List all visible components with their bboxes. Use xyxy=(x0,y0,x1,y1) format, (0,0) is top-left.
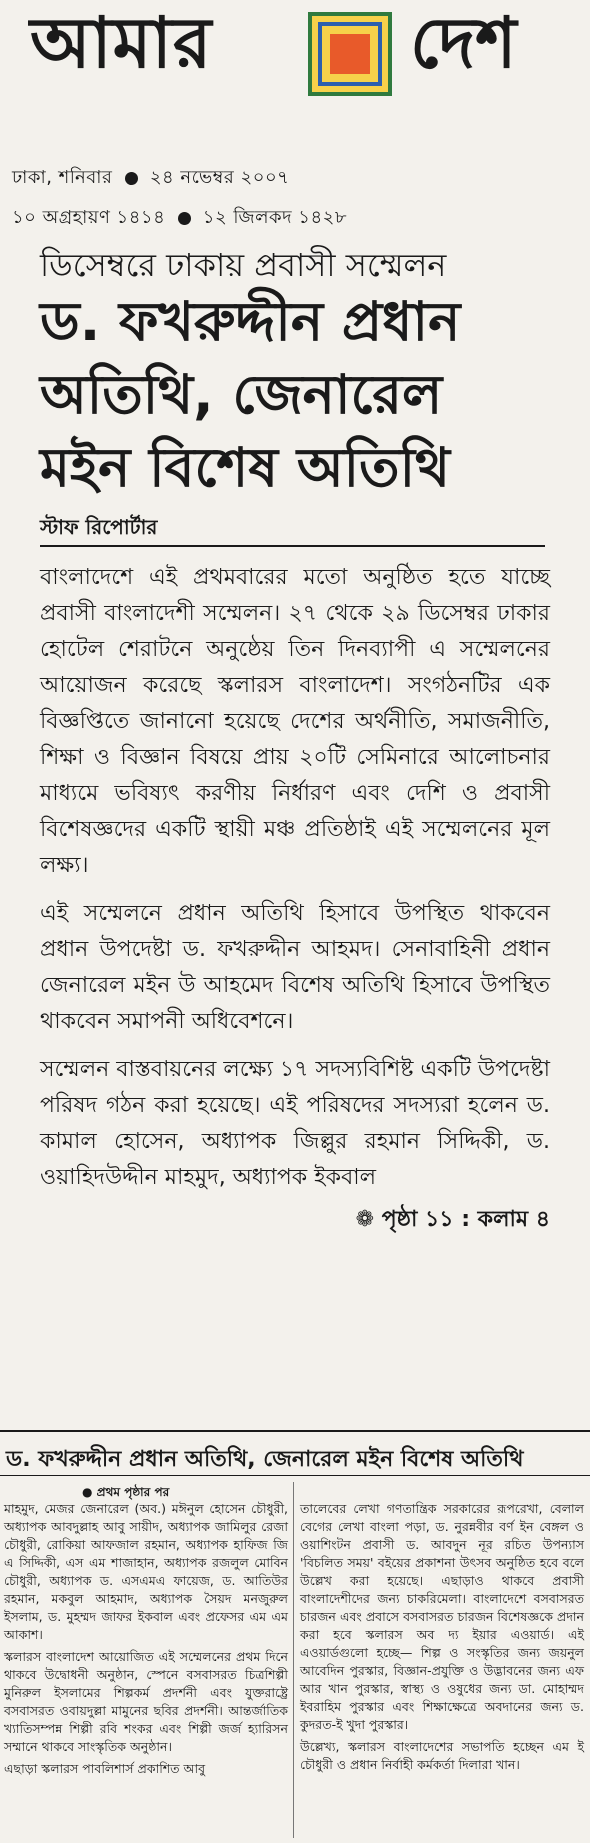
masthead-logo-icon xyxy=(308,12,392,96)
continuation-column-right xyxy=(300,1500,584,1778)
divider xyxy=(0,1430,590,1432)
city-day: ঢাকা, শনিবার xyxy=(12,167,113,188)
column-paragraph: স্কলারস বাংলাদেশ আয়োজিত এই সম্মেলনের প্রথম দিনে থাকবে উদ্বোধনী অনুষ্ঠান, স্পেনে বসবাসরত চিত্রশিল্পী মুনিরুল ইসলামের শিল্পকর্ম প্রদর্শনী এবং যুক্তরাষ্ট্রে বসবাসরত ওবায়দুল্লা মামুনের ছবির প্রদর্শনী। আন্তর্জাতিক খ্যাতিসম্পন্ন শিল্পী রবি শংকর এবং শিল্পী জর্জ হ্যারিসন সম্মানে থাকবে সাংস্কৃতিক অনুষ্ঠান। xyxy=(4,1649,288,1754)
headline-line: ড. ফখরুদ্দীন প্রধান xyxy=(40,290,461,353)
bullet-dot-icon xyxy=(125,172,138,185)
continuation-kicker: ● প্রথম পৃষ্ঠার পর xyxy=(82,1485,170,1499)
body-paragraph: এই সম্মেলনে প্রধান অতিথি হিসাবে উপস্থিত থাকবেন প্রধান উপদেষ্টা ড. ফখরুদ্দীন আহমদ। সেনাবাহিনী প্রধান জেনারেল মইন উ আহমেদ বিশেষ অতিথি হিসাবে উপস্থিত থাকবেন সমাপনী অধিবেশনে। xyxy=(40,901,550,1034)
column-divider xyxy=(293,1482,294,1838)
masthead-title-right: দেশ xyxy=(410,2,517,84)
column-paragraph: তালেবের লেখা গণতান্ত্রিক সরকারের রূপরেখা, বেলাল বেগের লেখা বাংলা পড়া, ড. নুরন্নবীর বর্ণ ইন বেঙ্গল ও ওয়াশিংটন প্রবাসী ড. আবদুন নূর রচিত উপন্যাস 'বিচলিত সময়' বইয়ের প্রকাশনা উৎসব অনুষ্ঠিত হবে বলে উল্লেখ করা হয়েছে। এছাড়াও থাকবে প্রবাসী বাংলাদেশীদের জন্য চাকরিমেলা। বাংলাদেশে বসবাসরত চারজন এবং প্রবাসে বসবাসরত চারজন বিশেষজ্ঞকে প্রদান করা হবে স্কলারস অব দ্য ইয়ার এওয়ার্ড। এই এওয়ার্ডগুলো হচ্ছে— শিল্প ও সংস্কৃতির জন্য জয়নুল আবেদিন পুরস্কার, বিজ্ঞান-প্রযুক্তি ও উদ্ভাবনের জন্য এফ আর খান পুরস্কার, স্বাস্থ্য ও ওষুধের জন্য ডা. মোহাম্মদ ইবরাহিম পুরস্কার এবং শিক্ষাক্ষেত্রে অবদানের জন্য ড. কুদরত-ই খুদা পুরস্কার। xyxy=(300,1501,584,1732)
hijri-date: ১২ জিলকদ ১৪২৮ xyxy=(202,207,348,228)
masthead-title-left: আমার xyxy=(30,2,213,84)
body-paragraph: বাংলাদেশে এই প্রথমবারের মতো অনুষ্ঠিত হতে যাচ্ছে প্রবাসী বাংলাদেশী সম্মেলন। ২৭ থেকে ২৯ ডিসেম্বর ঢাকার হোটেল শেরাটনে অনুষ্ঠেয় তিন দিনব্যাপী এ সম্মেলনের আয়োজন করেছে স্কলারস বাংলাদেশ। সংগঠনটির এক বিজ্ঞপ্তিতে জানানো হয়েছে দেশের অর্থনীতি, সমাজনীতি, শিক্ষা ও বিজ্ঞান বিষয়ে প্রায় ২০টি সেমিনারে আলোচনার মাধ্যমে ভবিষ্যৎ করণীয় নির্ধারণ এবং দেশি ও প্রবাসী বিশেষজ্ঞদের একটি স্থায়ী মঞ্চ প্রতিষ্ঠাই এই সম্মেলনের মূল লক্ষ্য। xyxy=(40,565,550,878)
gregorian-date: ২৪ নভেম্বর ২০০৭ xyxy=(149,167,290,188)
column-paragraph: এছাড়া স্কলারস পাবলিশার্স প্রকাশিত আবু xyxy=(4,1761,206,1776)
continuation-title: ড. ফখরুদ্দীন প্রধান অতিথি, জেনারেল মইন বিশেষ অতিথি xyxy=(6,1447,524,1472)
jump-reference: ❁ পৃষ্ঠা ১১ : কলাম ৪ xyxy=(355,1207,550,1232)
continuation-column-left xyxy=(4,1500,288,1782)
article-body xyxy=(40,560,550,1238)
headline-kicker: ডিসেম্বরে ঢাকায় প্রবাসী সম্মেলন xyxy=(40,246,447,284)
body-paragraph: সম্মেলন বাস্তবায়নের লক্ষ্যে ১৭ সদস্যবিশিষ্ট একটি উপদেষ্টা পরিষদ গঠন করা হয়েছে। এই পরিষদের সদস্যরা হলেন ড. কামাল হোসেন, অধ্যাপক জিল্লুর রহমান সিদ্দিকী, ড. ওয়াহিদউদ্দীন মাহমুদ, অধ্যাপক ইকবাল xyxy=(40,1057,550,1190)
dateline-primary xyxy=(12,163,289,194)
byline: স্টাফ রিপোর্টার xyxy=(40,515,158,539)
dateline-secondary xyxy=(12,203,347,234)
masthead xyxy=(0,0,590,120)
headline xyxy=(40,285,560,504)
bullet-dot-icon xyxy=(178,212,191,225)
headline-line: অতিথি, জেনারেল xyxy=(40,363,443,426)
column-paragraph: উল্লেখ্য, স্কলারস বাংলাদেশের সভাপতি হচ্ছেন এম ই চৌধুরী ও প্রধান নির্বাহী কর্মকর্তা দিলারা খান। xyxy=(300,1739,584,1772)
divider xyxy=(40,545,545,547)
logo-inner-frame xyxy=(318,22,382,86)
column-paragraph: মাহমুদ, মেজর জেনারেল (অব.) মঈনুল হোসেন চৌধুরী, অধ্যাপক আবদুল্লাহ আবু সায়ীদ, অধ্যাপক জামিলুর রেজা চৌধুরী, রোকিয়া আফজাল রহমান, অধ্যাপক হাফিজ জি এ সিদ্দিকী, এস এম শাজাহান, অধ্যাপক রজলুল মোবিন চৌধুরী, অধ্যাপক ড. এসএমএ ফায়েজ, ড. আতিউর রহমান, মকবুল আহমাদ, অধ্যাপক সৈয়দ মনজুরুল ইসলাম, ড. মুহম্মদ জাফর ইকবাল এবং প্রফেসর এম এম আকাশ। xyxy=(4,1501,288,1642)
logo-center-square xyxy=(330,34,370,74)
divider xyxy=(0,1475,590,1476)
headline-line: মইন বিশেষ অতিথি xyxy=(40,436,450,499)
bangla-date: ১০ অগ্রহায়ণ ১৪১৪ xyxy=(12,207,166,228)
